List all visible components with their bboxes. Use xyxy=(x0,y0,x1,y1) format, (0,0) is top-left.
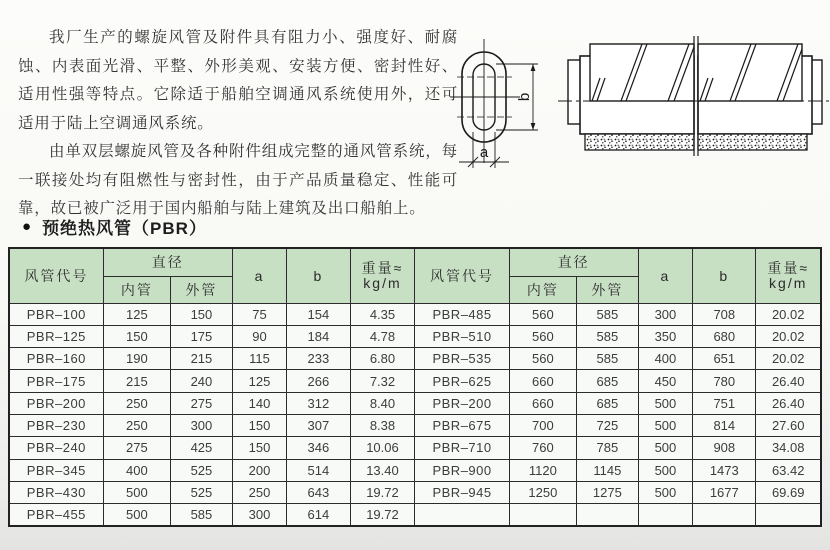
cell-outer: 275 xyxy=(171,392,233,414)
bullet-icon: ● xyxy=(22,218,33,235)
cell-outer: 1275 xyxy=(577,481,639,503)
cell-a: 115 xyxy=(232,348,286,370)
cell-inner: 150 xyxy=(103,325,170,347)
cell-inner: 660 xyxy=(509,392,576,414)
weight-label-line1: 重量≈ xyxy=(767,259,810,276)
col-header-weight-left xyxy=(350,248,415,303)
section-title: 预绝热风管（PBR） xyxy=(42,219,207,238)
cell-b: 184 xyxy=(287,325,350,347)
col-header-outer-right: 外管 xyxy=(577,276,639,303)
cell-outer: 685 xyxy=(577,392,639,414)
cell-a: 500 xyxy=(638,392,692,414)
cell-outer: 425 xyxy=(171,437,233,459)
col-header-b-right: b xyxy=(693,248,756,303)
cell-code: PBR–485 xyxy=(415,303,509,325)
cell-outer: 585 xyxy=(577,348,639,370)
cell-weight: 27.60 xyxy=(756,414,821,436)
cell-code: PBR–900 xyxy=(415,459,509,481)
cell-code: PBR–455 xyxy=(9,504,103,526)
cell-outer: 725 xyxy=(577,414,639,436)
cell-weight: 20.02 xyxy=(756,348,821,370)
cell-a: 350 xyxy=(638,325,692,347)
cell-b: 814 xyxy=(693,414,756,436)
cell-code: PBR–240 xyxy=(9,437,103,459)
cell-code: PBR–430 xyxy=(9,481,103,503)
table-row xyxy=(9,370,821,392)
pbr-table xyxy=(8,247,822,527)
table-row xyxy=(9,325,821,347)
cell-b: 751 xyxy=(693,392,756,414)
cell-code: PBR–200 xyxy=(415,392,509,414)
cell-inner: 250 xyxy=(103,392,170,414)
cell-outer: 175 xyxy=(171,325,233,347)
cell-code: PBR–345 xyxy=(9,459,103,481)
cell-inner: 215 xyxy=(103,370,170,392)
table-row xyxy=(9,414,821,436)
technical-drawings xyxy=(446,6,830,216)
cell-a: 125 xyxy=(232,370,286,392)
duct-cross-section-diagram xyxy=(450,39,538,168)
cell-inner: 560 xyxy=(509,303,576,325)
cell-inner: 250 xyxy=(103,414,170,436)
cell-b: 233 xyxy=(287,348,350,370)
cell-a: 300 xyxy=(232,504,286,526)
cell-outer: 215 xyxy=(171,348,233,370)
cell-b: 312 xyxy=(287,392,350,414)
cell-a: 150 xyxy=(232,414,286,436)
cell-weight: 26.40 xyxy=(756,392,821,414)
intro-paragraph-1: 我厂生产的螺旋风管及附件具有阻力小、强度好、耐腐蚀、内表面光滑、平整、外形美观、安装方便、密封性好、适用性强等特点。它除适于船舶空调通风系统使用外，还可适用于陆上空调通风系统。 xyxy=(18,29,458,132)
cell-b: 780 xyxy=(693,370,756,392)
cell-inner: 700 xyxy=(509,414,576,436)
cell-a: 150 xyxy=(232,437,286,459)
cell-outer: 240 xyxy=(171,370,233,392)
col-header-code-right: 风管代号 xyxy=(415,248,509,303)
cell-weight: 63.42 xyxy=(756,459,821,481)
cell-code: PBR–160 xyxy=(9,348,103,370)
duct-side-view-diagram xyxy=(558,36,830,156)
cell-weight: 13.40 xyxy=(350,459,415,481)
col-header-inner-right: 内管 xyxy=(509,276,576,303)
cell-weight xyxy=(756,504,821,526)
cell-weight: 19.72 xyxy=(350,481,415,503)
cell-weight: 20.02 xyxy=(756,303,821,325)
cell-outer: 525 xyxy=(171,459,233,481)
cell-outer: 585 xyxy=(577,325,639,347)
col-header-a-right: a xyxy=(638,248,692,303)
table-row xyxy=(9,504,821,526)
cell-weight: 6.80 xyxy=(350,348,415,370)
cell-outer: 1145 xyxy=(577,459,639,481)
cell-b: 1677 xyxy=(693,481,756,503)
cell-b: 1473 xyxy=(693,459,756,481)
cell-outer: 585 xyxy=(171,504,233,526)
table-row xyxy=(9,481,821,503)
cell-code: PBR–510 xyxy=(415,325,509,347)
weight-label-line2: kg/m xyxy=(769,274,808,291)
cell-code: PBR–125 xyxy=(9,325,103,347)
cell-weight: 19.72 xyxy=(350,504,415,526)
table-row xyxy=(9,459,821,481)
cell-weight: 8.40 xyxy=(350,392,415,414)
cell-code: PBR–945 xyxy=(415,481,509,503)
cell-code: PBR–675 xyxy=(415,414,509,436)
cell-inner: 190 xyxy=(103,348,170,370)
cell-inner: 500 xyxy=(103,481,170,503)
cell-a: 300 xyxy=(638,303,692,325)
cell-code: PBR–100 xyxy=(9,303,103,325)
cell-b: 708 xyxy=(693,303,756,325)
cell-weight: 7.32 xyxy=(350,370,415,392)
cell-weight: 8.38 xyxy=(350,414,415,436)
table-row xyxy=(9,303,821,325)
cell-a: 140 xyxy=(232,392,286,414)
cell-inner: 500 xyxy=(103,504,170,526)
cell-a: 250 xyxy=(232,481,286,503)
cell-a: 500 xyxy=(638,481,692,503)
cell-weight: 69.69 xyxy=(756,481,821,503)
dim-b-label: b xyxy=(516,92,533,102)
cell-b: 908 xyxy=(693,437,756,459)
weight-label-line2: kg/m xyxy=(363,274,402,291)
duct-diagram-svg xyxy=(446,6,830,216)
cell-code: PBR–710 xyxy=(415,437,509,459)
cell-inner: 125 xyxy=(103,303,170,325)
cell-b: 266 xyxy=(287,370,350,392)
cell-outer: 785 xyxy=(577,437,639,459)
cell-code: PBR–200 xyxy=(9,392,103,414)
cell-b: 651 xyxy=(693,348,756,370)
weight-label-line1: 重量≈ xyxy=(361,259,404,276)
cell-a xyxy=(638,504,692,526)
cell-code: PBR–625 xyxy=(415,370,509,392)
cell-b: 307 xyxy=(287,414,350,436)
cell-a: 500 xyxy=(638,414,692,436)
cell-b: 614 xyxy=(287,504,350,526)
col-header-a-left: a xyxy=(232,248,286,303)
cell-code: PBR–535 xyxy=(415,348,509,370)
cell-a: 500 xyxy=(638,459,692,481)
cell-a: 75 xyxy=(232,303,286,325)
col-header-weight-right xyxy=(756,248,821,303)
intro-text xyxy=(18,24,458,224)
col-header-diameter-right: 直径 xyxy=(509,248,638,276)
cell-weight: 10.06 xyxy=(350,437,415,459)
section-heading xyxy=(22,214,207,239)
cell-weight: 20.02 xyxy=(756,325,821,347)
cell-b: 346 xyxy=(287,437,350,459)
dim-a-label: a xyxy=(479,144,489,161)
cell-outer: 685 xyxy=(577,370,639,392)
cell-weight: 4.35 xyxy=(350,303,415,325)
cell-b: 514 xyxy=(287,459,350,481)
cell-inner: 1250 xyxy=(509,481,576,503)
col-header-code-left: 风管代号 xyxy=(9,248,103,303)
cell-a: 400 xyxy=(638,348,692,370)
cell-code: PBR–175 xyxy=(9,370,103,392)
intro-paragraph-2: 由单双层螺旋风管及各种附件组成完整的通风管系统，每一联接处均有阻燃性与密封性，由于产品质量稳定、性能可靠，故已被广泛用于国内船舶与陆上建筑及出口船舶上。 xyxy=(18,143,458,217)
cell-inner: 400 xyxy=(103,459,170,481)
col-header-outer-left: 外管 xyxy=(171,276,233,303)
cell-b: 154 xyxy=(287,303,350,325)
header-row-top xyxy=(9,248,821,276)
cell-weight: 34.08 xyxy=(756,437,821,459)
cell-code xyxy=(415,504,509,526)
cell-outer: 300 xyxy=(171,414,233,436)
col-header-inner-left: 内管 xyxy=(103,276,170,303)
cell-inner xyxy=(509,504,576,526)
cell-a: 90 xyxy=(232,325,286,347)
cell-outer xyxy=(577,504,639,526)
table-row xyxy=(9,437,821,459)
pbr-table-body xyxy=(9,303,821,526)
cell-inner: 1120 xyxy=(509,459,576,481)
col-header-b-left: b xyxy=(287,248,350,303)
cell-inner: 760 xyxy=(509,437,576,459)
table-row xyxy=(9,392,821,414)
cell-outer: 525 xyxy=(171,481,233,503)
table-row xyxy=(9,348,821,370)
pbr-table-header xyxy=(9,248,821,303)
cell-b: 643 xyxy=(287,481,350,503)
cell-code: PBR–230 xyxy=(9,414,103,436)
cell-inner: 660 xyxy=(509,370,576,392)
cell-a: 200 xyxy=(232,459,286,481)
cell-inner: 275 xyxy=(103,437,170,459)
cell-a: 500 xyxy=(638,437,692,459)
cell-inner: 560 xyxy=(509,348,576,370)
cell-b: 680 xyxy=(693,325,756,347)
col-header-diameter-left: 直径 xyxy=(103,248,232,276)
cell-weight: 26.40 xyxy=(756,370,821,392)
cell-b xyxy=(693,504,756,526)
cell-inner: 560 xyxy=(509,325,576,347)
cell-outer: 150 xyxy=(171,303,233,325)
cell-weight: 4.78 xyxy=(350,325,415,347)
cell-a: 450 xyxy=(638,370,692,392)
cell-outer: 585 xyxy=(577,303,639,325)
